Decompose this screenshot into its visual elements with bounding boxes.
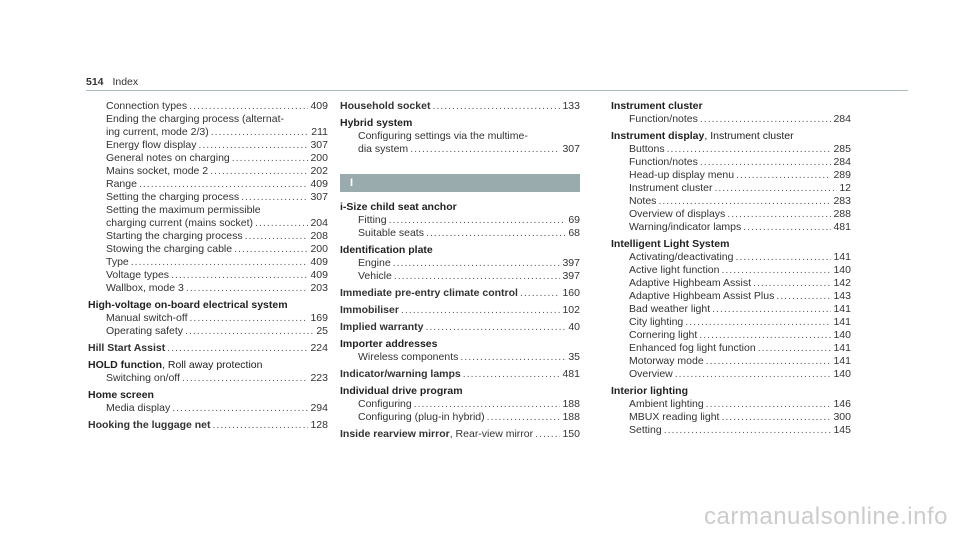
page-reference: 409	[310, 256, 328, 268]
entry-spacer	[340, 156, 580, 160]
page-reference: 12	[839, 182, 851, 194]
watermark: carmanualsonline.info	[704, 503, 948, 530]
index-row	[340, 214, 580, 227]
index-entry	[340, 368, 580, 381]
index-entry	[88, 389, 328, 415]
leader-dots	[414, 398, 561, 411]
page-reference: 211	[311, 126, 328, 138]
page-reference: 409	[310, 100, 328, 112]
index-subentry-text: Activating/deactivating	[629, 251, 734, 263]
index-heading	[340, 338, 580, 351]
leader-dots	[394, 270, 561, 283]
index-cross-reference: , Instrument cluster	[704, 130, 794, 142]
page-section-title: Index	[112, 76, 139, 88]
page-header	[86, 76, 138, 88]
page-reference: 288	[833, 208, 851, 220]
page-number: 514	[86, 76, 104, 88]
index-subentry-text: Ambient lighting	[629, 398, 704, 410]
index-row	[88, 139, 328, 152]
index-heading	[611, 238, 851, 251]
index-column-2	[340, 100, 580, 445]
index-entry	[611, 385, 851, 437]
page-reference: 208	[310, 230, 328, 242]
index-row	[340, 143, 580, 156]
leader-dots	[213, 419, 309, 432]
index-subentry-text: Engine	[358, 257, 391, 269]
index-entry	[340, 338, 580, 364]
index-heading-text: Instrument cluster	[611, 100, 703, 112]
index-entry	[88, 342, 328, 355]
index-row	[611, 251, 851, 264]
index-subentry-text: Wireless components	[358, 351, 459, 363]
index-subentry-text: Type	[106, 256, 129, 268]
index-row	[611, 264, 851, 277]
leader-dots	[401, 304, 561, 317]
index-subentry-text: Bad weather light	[629, 303, 711, 315]
index-subentry-text: Warning/indicator lamps	[629, 221, 742, 233]
index-heading	[88, 389, 328, 402]
leader-dots	[255, 217, 308, 230]
index-subentry-text: Ending the charging process (alternat-	[106, 113, 285, 125]
page-reference: 69	[568, 214, 580, 226]
leader-dots	[535, 428, 560, 441]
leader-dots	[167, 342, 308, 355]
index-entry	[340, 304, 580, 317]
leader-dots	[182, 372, 309, 385]
index-subentry-text: Head-up display menu	[629, 169, 735, 181]
leader-dots	[241, 191, 308, 204]
leader-dots	[232, 152, 309, 165]
index-row	[611, 195, 851, 208]
index-row	[340, 411, 580, 424]
leader-dots	[736, 169, 831, 182]
index-row	[88, 230, 328, 243]
page-reference: 141	[833, 355, 851, 367]
page-reference: 141	[833, 342, 851, 354]
index-subentry-text: dia system	[358, 143, 409, 155]
index-entry	[88, 299, 328, 338]
index-row	[88, 191, 328, 204]
page-reference: 140	[833, 368, 851, 380]
index-row	[611, 424, 851, 437]
leader-dots	[667, 143, 832, 156]
index-row	[611, 182, 851, 195]
index-row	[88, 402, 328, 415]
index-heading-text: i-Size child seat anchor	[340, 201, 457, 213]
index-row	[611, 113, 851, 126]
index-heading	[611, 385, 851, 398]
index-column-3	[611, 100, 851, 441]
index-subentry-text: Media display	[106, 402, 171, 414]
page-reference: 307	[310, 139, 328, 151]
page-reference: 397	[562, 270, 580, 282]
index-subentry-text: Connection types	[106, 100, 188, 112]
leader-dots	[743, 221, 831, 234]
page-reference: 40	[568, 321, 580, 333]
index-heading-text: Hybrid system	[340, 117, 413, 129]
index-row	[88, 325, 328, 338]
index-row	[611, 342, 851, 355]
index-row	[88, 282, 328, 295]
leader-dots	[189, 100, 308, 113]
index-entry	[611, 238, 851, 381]
index-subentry-text: Setting the maximum permissible	[106, 204, 261, 216]
leader-dots	[245, 230, 309, 243]
index-heading-text: Importer addresses	[340, 338, 438, 350]
page-reference: 25	[316, 325, 328, 337]
index-heading-text: Identification plate	[340, 244, 433, 256]
index-row	[611, 355, 851, 368]
page-reference: 284	[833, 113, 851, 125]
index-row	[611, 329, 851, 342]
page-reference: 140	[833, 329, 851, 341]
index-heading: Immobiliser	[340, 304, 399, 316]
index-subentry-text: Cornering light	[629, 329, 698, 341]
index-row	[88, 217, 328, 230]
index-heading	[611, 100, 851, 113]
index-subentry-text: Function/notes	[629, 113, 698, 125]
index-entry	[340, 321, 580, 334]
page-reference: 289	[833, 169, 851, 181]
index-subentry-text: charging current (mains socket)	[106, 217, 254, 229]
index-heading: Hill Start Assist	[88, 342, 166, 354]
index-row	[340, 351, 580, 364]
page-reference: 141	[833, 316, 851, 328]
leader-dots	[172, 402, 308, 415]
leader-dots	[171, 269, 308, 282]
leader-dots	[700, 156, 832, 169]
leader-dots	[712, 303, 831, 316]
index-heading: Immediate pre-entry climate control	[340, 287, 518, 299]
page-reference: 284	[833, 156, 851, 168]
index-subentry-text: Wallbox, mode 3	[106, 282, 184, 294]
index-subentry-text: Buttons	[629, 143, 665, 155]
index-row	[340, 100, 580, 113]
leader-dots	[234, 243, 308, 256]
page-reference: 143	[833, 290, 851, 302]
leader-dots	[721, 411, 831, 424]
leader-dots	[706, 355, 832, 368]
leader-dots	[186, 282, 309, 295]
index-row	[88, 178, 328, 191]
index-heading	[340, 117, 580, 130]
index-subentry-text: Fitting	[358, 214, 387, 226]
leader-dots	[460, 351, 566, 364]
index-heading	[88, 299, 328, 312]
page-reference: 141	[833, 303, 851, 315]
index-row	[611, 303, 851, 316]
index-subentry-text: City lighting	[629, 316, 684, 328]
leader-dots	[658, 195, 831, 208]
page-reference: 409	[310, 178, 328, 190]
index-row	[611, 368, 851, 381]
index-entry	[88, 419, 328, 432]
index-entry	[340, 100, 580, 113]
leader-dots	[410, 143, 560, 156]
page-reference: 160	[562, 287, 580, 299]
leader-dots	[520, 287, 561, 300]
index-subentry-text: Overview	[629, 368, 673, 380]
page-reference: 285	[833, 143, 851, 155]
page-reference: 141	[833, 251, 851, 263]
index-row	[340, 321, 580, 334]
index-heading-text: Home screen	[88, 389, 154, 401]
index-entry	[88, 100, 328, 295]
index-entry	[340, 428, 580, 441]
index-subentry-text: Motorway mode	[629, 355, 704, 367]
index-row	[88, 269, 328, 282]
leader-dots	[139, 178, 309, 191]
leader-dots	[675, 368, 832, 381]
index-row	[340, 227, 580, 240]
page-reference: 102	[562, 304, 580, 316]
index-entry	[340, 385, 580, 424]
index-row	[88, 312, 328, 325]
index-entry	[611, 130, 851, 234]
page-reference: 283	[833, 195, 851, 207]
leader-dots	[426, 227, 566, 240]
index-subentry-text: Configuring settings via the multime-	[358, 130, 528, 142]
leader-dots	[699, 329, 831, 342]
index-subentry-text: Starting the charging process	[106, 230, 243, 242]
page-reference: 397	[562, 257, 580, 269]
index-row	[88, 152, 328, 165]
index-subentry-text: Vehicle	[358, 270, 392, 282]
leader-dots	[487, 411, 561, 424]
index-row	[88, 100, 328, 113]
leader-dots	[776, 290, 831, 303]
page-reference: 481	[833, 221, 851, 233]
page-reference: 300	[833, 411, 851, 423]
page-reference: 68	[568, 227, 580, 239]
page-reference: 223	[310, 372, 328, 384]
leader-dots	[198, 139, 308, 152]
index-row	[611, 221, 851, 234]
index-subentry-text: Mains socket, mode 2	[106, 165, 209, 177]
index-subentry-text: Adaptive Highbeam Assist	[629, 277, 751, 289]
index-row	[88, 419, 328, 432]
index-subentry-text: General notes on charging	[106, 152, 230, 164]
index-subentry-text: Function/notes	[629, 156, 698, 168]
index-subentry-text: Enhanced fog light function	[629, 342, 756, 354]
index-heading: Household socket	[340, 100, 431, 112]
index-heading	[88, 359, 328, 372]
page-reference: 128	[310, 419, 328, 431]
index-subentry-text: Configuring (plug-in hybrid)	[358, 411, 485, 423]
index-subentry-text: Notes	[629, 195, 657, 207]
page-reference: 200	[310, 152, 328, 164]
index-row	[611, 277, 851, 290]
index-subentry-text: ing current, mode 2/3)	[106, 126, 209, 138]
index-row	[88, 126, 328, 139]
index-heading: Implied warranty	[340, 321, 424, 333]
index-row	[88, 256, 328, 269]
leader-dots	[131, 256, 309, 269]
index-subentry-text: Range	[106, 178, 137, 190]
index-heading	[340, 201, 580, 214]
leader-dots	[210, 165, 308, 178]
leader-dots	[185, 325, 314, 338]
page-reference: 142	[833, 277, 851, 289]
page-reference: 224	[310, 342, 328, 354]
leader-dots	[432, 100, 560, 113]
index-subentry-text: MBUX reading light	[629, 411, 720, 423]
index-subentry-text: Setting the charging process	[106, 191, 240, 203]
leader-dots	[393, 257, 561, 270]
index-entry	[340, 201, 580, 240]
index-column-1	[88, 100, 328, 436]
index-subentry-text: Stowing the charging cable	[106, 243, 233, 255]
index-row	[611, 316, 851, 329]
index-heading	[340, 385, 580, 398]
leader-dots	[700, 113, 832, 126]
leader-dots	[714, 182, 837, 195]
index-row	[611, 156, 851, 169]
index-subentry-text: Instrument cluster	[629, 182, 713, 194]
index-heading-text: Instrument display	[611, 130, 705, 142]
page-reference: 202	[310, 165, 328, 177]
index-cross-reference: , Rear-view mirror	[449, 428, 534, 440]
leader-dots	[190, 312, 309, 325]
index-subentry-text: Switching on/off	[106, 372, 180, 384]
header-rule	[86, 90, 908, 91]
page-reference: 307	[562, 143, 580, 155]
index-row	[340, 270, 580, 283]
index-heading-text: Individual drive program	[340, 385, 463, 397]
page-reference: 409	[310, 269, 328, 281]
leader-dots	[463, 368, 561, 381]
entry-spacer	[88, 432, 328, 436]
index-row	[340, 287, 580, 300]
index-heading: Hooking the luggage net	[88, 419, 211, 431]
leader-dots	[211, 126, 310, 139]
index-heading	[340, 244, 580, 257]
section-letter-bar: I	[340, 174, 580, 192]
index-row	[340, 304, 580, 317]
index-subentry-text: Configuring	[358, 398, 412, 410]
index-row	[88, 243, 328, 256]
index-subentry-text: Active light function	[629, 264, 720, 276]
page-reference: 481	[562, 368, 580, 380]
index-heading-text: Intelligent Light System	[611, 238, 730, 250]
page-reference: 146	[833, 398, 851, 410]
index-row	[88, 372, 328, 385]
index-entry	[340, 287, 580, 300]
leader-dots	[389, 214, 567, 227]
index-row	[340, 368, 580, 381]
page-reference: 145	[833, 424, 851, 436]
index-subentry-text: Setting	[629, 424, 662, 436]
index-subentry-text: Operating safety	[106, 325, 184, 337]
index-entry	[88, 359, 328, 385]
index-row	[340, 398, 580, 411]
page-reference: 307	[310, 191, 328, 203]
page-reference: 133	[562, 100, 580, 112]
page-reference: 35	[568, 351, 580, 363]
leader-dots	[721, 264, 831, 277]
index-heading: Inside rearview mirror	[340, 428, 450, 440]
page-reference: 294	[310, 402, 328, 414]
index-row	[611, 290, 851, 303]
index-cross-reference: , Roll away protection	[162, 359, 263, 371]
index-row	[611, 143, 851, 156]
index-entry	[340, 244, 580, 283]
index-subentry-text: Energy flow display	[106, 139, 197, 151]
entry-spacer	[340, 441, 580, 445]
leader-dots	[727, 208, 831, 221]
index-entry	[340, 117, 580, 156]
page-reference: 140	[833, 264, 851, 276]
page-reference: 188	[562, 398, 580, 410]
page-reference: 200	[310, 243, 328, 255]
index-row	[611, 398, 851, 411]
index-heading-text: High-voltage on-board electrical system	[88, 299, 288, 311]
leader-dots	[753, 277, 831, 290]
index-entry	[611, 100, 851, 126]
index-row	[611, 208, 851, 221]
index-subentry-text: Voltage types	[106, 269, 170, 281]
index-subentry-text: Suitable seats	[358, 227, 424, 239]
index-row	[88, 342, 328, 355]
page-reference: 188	[562, 411, 580, 423]
index-subentry-text: Overview of displays	[629, 208, 726, 220]
index-row	[611, 411, 851, 424]
leader-dots	[685, 316, 831, 329]
page-reference: 169	[310, 312, 328, 324]
leader-dots	[706, 398, 832, 411]
index-subentry-text: Manual switch-off	[106, 312, 188, 324]
index-heading-text: HOLD function	[88, 359, 163, 371]
page-reference: 150	[562, 428, 580, 440]
index-heading: Indicator/warning lamps	[340, 368, 461, 380]
leader-dots	[758, 342, 832, 355]
leader-dots	[425, 321, 566, 334]
index-heading	[611, 130, 851, 143]
leader-dots	[735, 251, 831, 264]
index-row	[340, 257, 580, 270]
index-row	[88, 165, 328, 178]
page-reference: 203	[310, 282, 328, 294]
entry-spacer	[611, 437, 851, 441]
page-reference: 204	[310, 217, 328, 229]
leader-dots	[664, 424, 832, 437]
index-subentry-text: Adaptive Highbeam Assist Plus	[629, 290, 775, 302]
index-heading-text: Interior lighting	[611, 385, 688, 397]
index-row	[611, 169, 851, 182]
index-row	[340, 428, 580, 441]
